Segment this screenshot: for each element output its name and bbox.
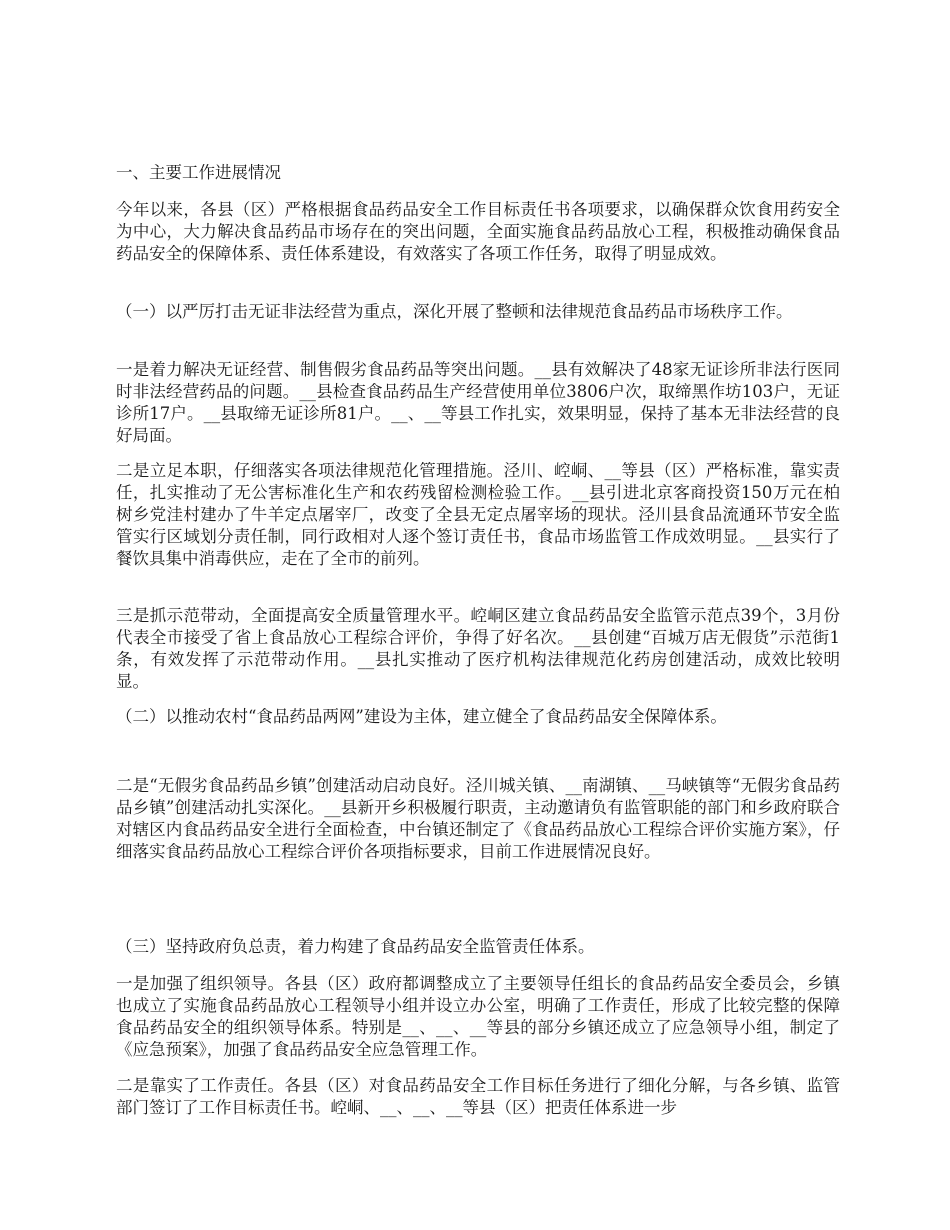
section-2-title: （二）以推动农村“食品药品两网”建设为主体，建立健全了食品药品安全保障体系。 — [116, 707, 727, 726]
section-3-paragraph-2: 二是靠实了工作责任。各县（区）对食品药品安全工作目标任务进行了细化分解，与各乡镇、监管部门签订了工作目标责任书。崆峒、__、__、__等县（区）把责任体系进一步 — [116, 1076, 840, 1117]
section-3-paragraph-1: 一是加强了组织领导。各县（区）政府都调整成立了主要领导任组长的食品药品安全委员会，乡镇也成立了实施食品药品放心工程领导小组并设立办公室，明确了工作责任，形成了比较完整的保障食品药品安全的组织领导体系。特别是__、__、__等县的部分乡镇还成立了应急领导小组，制定了《应急预案》，加强了食品药品安全应急管理工作。 — [116, 974, 840, 1059]
section-2-paragraph-2: 二是“无假劣食品药品乡镇”创建活动启动良好。泾川城关镇、__南湖镇、__马峡镇等“无假劣食品药品乡镇”创建活动扎实深化。__县新开乡积极履行职责，主动邀请负有监管职能的部门和乡政府联合对辖区内食品药品安全进行全面检查，中台镇还制定了《食品药品放心工程综合评价实施方案》，仔细落实食品药品放心工程综合评价各项指标要求，目前工作进展情况良好。 — [116, 776, 840, 861]
section-3-title: （三）坚持政府负总责，着力构建了食品药品安全监管责任体系。 — [116, 937, 595, 956]
section-heading: 一、主要工作进展情况 — [116, 163, 281, 182]
section-1-paragraph-1: 一是着力解决无证经营、制售假劣食品药品等突出问题。__县有效解决了48家无证诊所非法行医同时非法经营药品的问题。__县检查食品药品生产经营使用单位3806户次，取缔黑作坊103户，无证诊所17户。__县取缔无证诊所81户。__、__等县工作扎实，效果明显，保持了基本无非法经营的良好局面。 — [116, 360, 840, 445]
section-1-paragraph-3: 三是抓示范带动，全面提高安全质量管理水平。崆峒区建立食品药品安全监管示范点39个，3月份代表全市接受了省上食品放心工程综合评价，争得了好名次。__县创建“百城万店无假货”示范街1条，有效发挥了示范带动作用。__县扎实推动了医疗机构法律规范化药房创建活动，成效比较明显。 — [116, 606, 840, 691]
section-1-title: （一）以严厉打击无证非法经营为重点，深化开展了整顿和法律规范食品药品市场秩序工作。 — [116, 302, 793, 321]
section-1-paragraph-2: 二是立足本职，仔细落实各项法律规范化管理措施。泾川、崆峒、__等县（区）严格标准，靠实责任，扎实推动了无公害标准化生产和农药残留检测检验工作。__县引进北京客商投资150万元在柏树乡党洼村建办了牛羊定点屠宰厂，改变了全县无定点屠宰场的现状。泾川县食品流通环节安全监管实行区域划分责任制，同行政相对人逐个签订责任书，食品市场监管工作成效明显。__县实行了餐饮具集中消毒供应，走在了全市的前列。 — [116, 461, 840, 568]
intro-paragraph: 今年以来，各县（区）严格根据食品药品安全工作目标责任书各项要求，以确保群众饮食用药安全为中心，大力解决食品药品市场存在的突出问题，全面实施食品药品放心工程，积极推动确保食品药品安全的保障体系、责任体系建设，有效落实了各项工作任务，取得了明显成效。 — [116, 200, 840, 263]
